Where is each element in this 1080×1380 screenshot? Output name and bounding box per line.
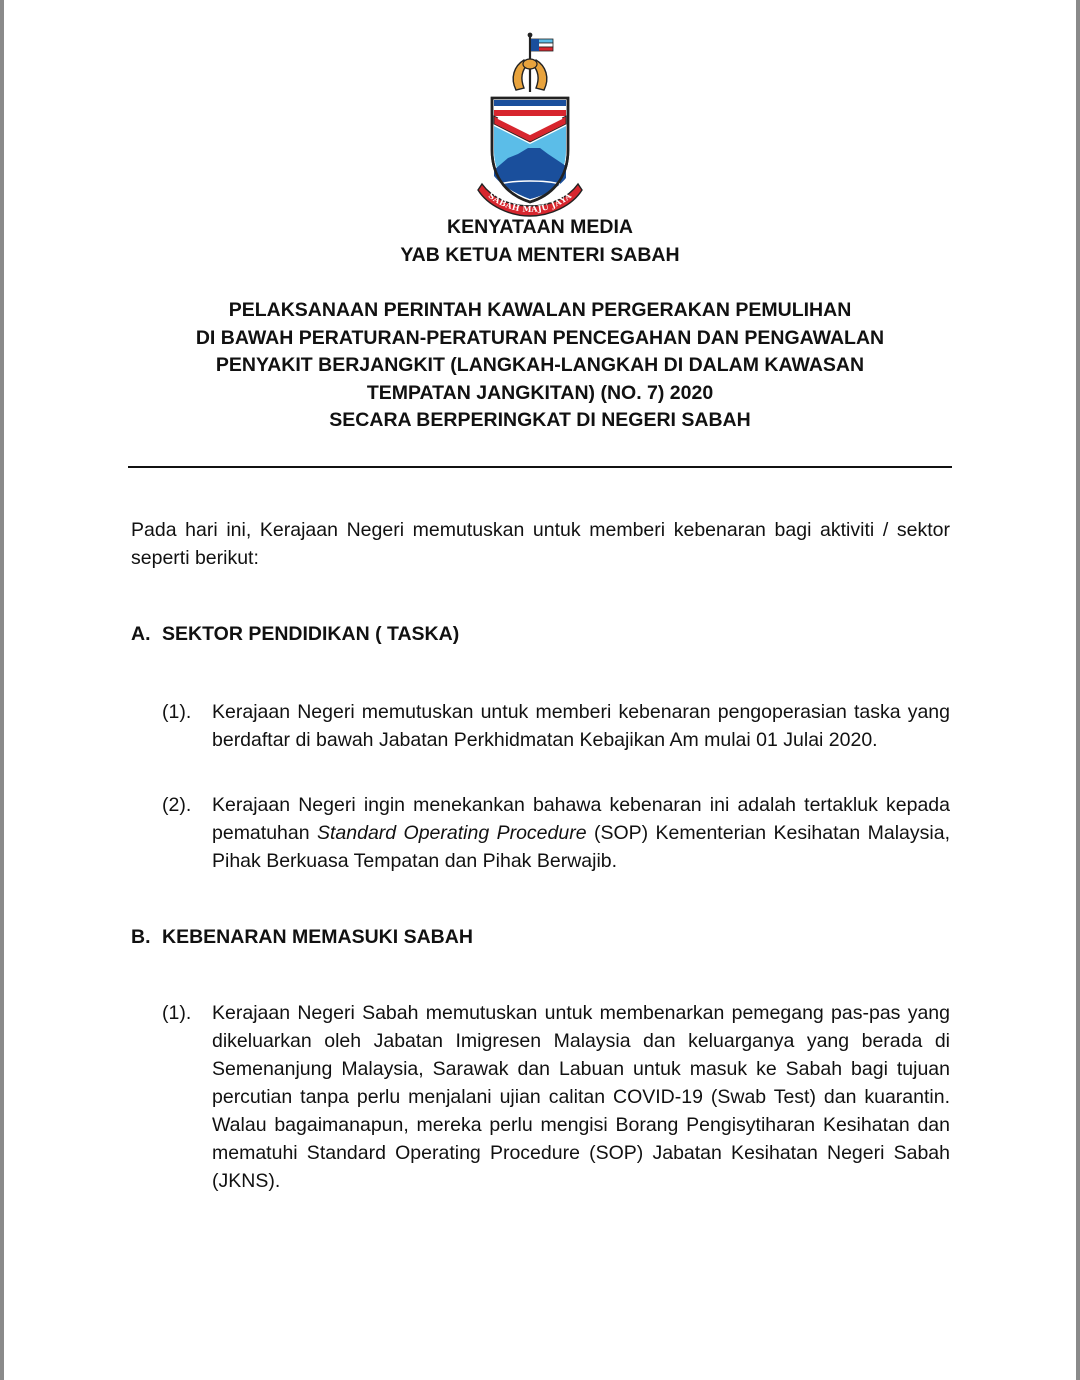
page-edge-left [0,0,4,1380]
sabah-coat-of-arms-icon [470,30,590,220]
crest-motto: SABAH MAJU JAYA [486,190,574,215]
section-a-item-1 [162,698,950,754]
section-a-item-2 [162,791,950,875]
section-a-letter: A. [131,623,151,645]
item-number: (1). [162,1002,192,1024]
intro-paragraph: Pada hari ini, Kerajaan Negeri memutuskan untuk memberi kebenaran bagi aktiviti / sektor seperti berikut: [131,519,950,569]
item-text-part-2: (SOP) Kementerian Kesihatan Malaysia, Pihak Berkuasa Tempatan dan Pihak Berwajib. [212,822,950,872]
page-edge-right [1076,0,1080,1380]
section-b-item-1 [162,999,950,1195]
item-number: (2). [162,794,192,816]
item-text [212,791,950,875]
title-line-3: PENYAKIT BERJANGKIT (LANGKAH-LANGKAH DI DALAM KAWASAN [215,354,865,376]
item-number: (1). [162,701,192,723]
title-line-4: TEMPATAN JANGKITAN) (NO. 7) 2020 [366,381,714,404]
item-text-part-1: Kerajaan Negeri ingin menekankan bahawa kebenaran ini adalah tertakluk kepada pematuhan [212,794,950,844]
section-b-title: KEBENARAN MEMASUKI SABAH [162,926,473,948]
document-title [120,297,960,435]
title-line-2: DI BAWAH PERATURAN-PERATURAN PENCEGAHAN DAN PENGAWALAN [195,326,885,349]
item-text-italic-sop: Standard Operating Procedure [316,822,587,844]
item-text: Kerajaan Negeri Sabah memutuskan untuk membenarkan pemegang pas-pas yang dikeluarkan oleh Jabatan Imigresen Malaysia dan keluarganya yang berada di Semenanjung Malaysia, Sarawak dan Labuan untuk masuk ke Sabah bagi tujuan percutian tanpa perlu menjalani ujian calitan COVID-19 (Swab Test) dan kuarantin. Walau bagaimanapun, mereka perlu mengisi Borang Pengisytiharan Kesihatan dan mematuhi Standard Operating Procedure (SOP) Jabatan Kesihatan Negeri Sabah (JKNS). [212,1002,950,1192]
title-divider [128,466,952,468]
section-a-title: SEKTOR PENDIDIKAN ( TASKA) [162,623,460,645]
header-line-1: KENYATAAN MEDIA [447,216,633,238]
item-text: Kerajaan Negeri memutuskan untuk memberi kebenaran pengoperasian taska yang berdaftar di bawah Jabatan Perkhidmatan Kebajikan Am mulai 01 Julai 2020. [212,701,950,751]
title-line-5: SECARA BERPERINGKAT DI NEGERI SABAH [329,409,751,431]
section-b-heading [131,923,473,951]
section-a-heading [131,620,459,648]
media-statement-header [120,214,960,269]
section-b-letter: B. [131,926,151,948]
title-line-1: PELAKSANAAN PERINTAH KAWALAN PERGERAKAN PEMULIHAN [228,299,852,321]
header-line-2: YAB KETUA MENTERI SABAH [400,243,680,266]
